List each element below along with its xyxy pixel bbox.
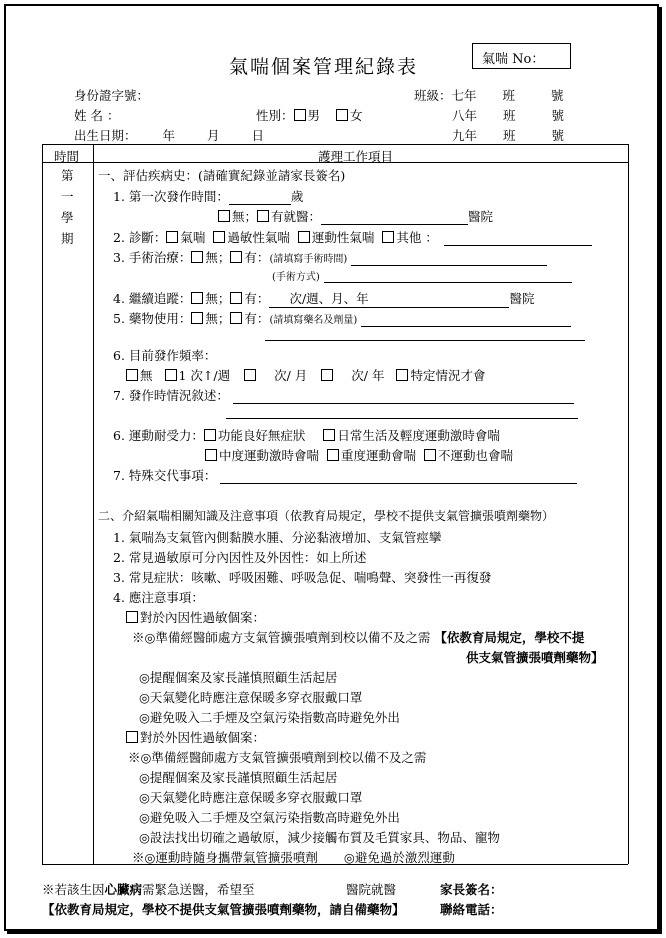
q1-doctor-row bbox=[218, 207, 493, 225]
internal-c: ◎天氣變化時應注意保暖多穿衣服戴口罩 bbox=[139, 690, 363, 705]
table-top-border bbox=[42, 144, 628, 145]
ex-heavy-label: 重度運動會喘 bbox=[341, 448, 417, 463]
class-row-9 bbox=[452, 126, 564, 144]
table-left-border bbox=[42, 144, 43, 864]
freq-month-checkbox[interactable] bbox=[244, 369, 256, 381]
name-label: 姓 名 ： bbox=[74, 108, 120, 123]
internal-d: ◎避免吸入二手煙及空氣污染指數高時避免外出 bbox=[139, 710, 400, 725]
dx-allergic-checkbox[interactable] bbox=[213, 231, 225, 243]
ex-moderate-label: 中度運動激時會喘 bbox=[219, 448, 320, 463]
q4-hospital-label: 醫院 bbox=[509, 291, 535, 306]
contact-phone-label: 聯絡電話： bbox=[440, 902, 503, 917]
q3-time-field[interactable] bbox=[351, 264, 547, 266]
dx-allergic-label: 過敏性氣喘 bbox=[227, 230, 290, 245]
q5-hint: (請填寫藥名及劑量) bbox=[269, 315, 358, 326]
freq-special-label: 特定情況才會 bbox=[410, 368, 486, 383]
q8-row bbox=[113, 426, 500, 444]
freq-year-label: 次/ 年 bbox=[351, 368, 385, 383]
freq-none-checkbox[interactable] bbox=[126, 369, 138, 381]
q5-drug-field-2[interactable] bbox=[265, 339, 585, 341]
gender-row bbox=[256, 106, 363, 124]
dx-other-label: 其他 ： bbox=[396, 230, 438, 245]
hao-label: 號 bbox=[551, 108, 565, 123]
hao-label: 號 bbox=[551, 128, 565, 143]
q1-doctor-checkbox[interactable] bbox=[257, 210, 269, 222]
q3-label: 3. 手術治療： bbox=[113, 250, 192, 265]
section1-heading: 一、評估疾病史：(請確實紀錄並請家長簽名) bbox=[98, 168, 346, 183]
internal-a-bold: 【依教育局規定，學校不提 bbox=[434, 630, 585, 645]
q5-label: 5. 藥物使用： bbox=[113, 311, 192, 326]
internal-b: ◎提醒個案及家長謹慎照顧生活起居 bbox=[139, 670, 338, 685]
table-column-divider bbox=[93, 144, 94, 864]
class-label: 班級： bbox=[414, 88, 452, 103]
q9-field[interactable] bbox=[220, 482, 577, 484]
external-label: 對於外因性過敏個案： bbox=[140, 730, 266, 745]
year-label: 年 bbox=[162, 128, 176, 143]
time-column-header: 時間 bbox=[54, 149, 80, 164]
footer-heart-disease: 心臟病 bbox=[104, 882, 143, 897]
q7-field[interactable] bbox=[233, 402, 574, 404]
q3-has-label: 有： bbox=[244, 250, 270, 265]
q3-row bbox=[113, 248, 547, 266]
internal-checkbox[interactable] bbox=[126, 611, 138, 623]
q5-row bbox=[113, 309, 571, 327]
male-checkbox[interactable] bbox=[294, 109, 306, 121]
day-label: 日 bbox=[251, 128, 265, 143]
external-e: ◎設法找出切確之過敏原，減少接觸布質及毛質家具、物品、寵物 bbox=[139, 830, 500, 845]
info-4: 4. 應注意事項： bbox=[113, 590, 204, 605]
q3-none-checkbox[interactable] bbox=[191, 251, 203, 263]
hospital-label: 醫院 bbox=[468, 209, 494, 224]
q1-none-checkbox[interactable] bbox=[218, 210, 230, 222]
q3-method-field[interactable] bbox=[324, 281, 572, 283]
dx-asthma-label: 氣喘 bbox=[180, 230, 206, 245]
male-label: 男 bbox=[307, 108, 321, 123]
items-column-header: 護理工作項目 bbox=[318, 149, 394, 164]
q6-options-row bbox=[126, 366, 485, 384]
q1-row bbox=[113, 187, 303, 205]
footer-note-1a: ※若該生因 bbox=[42, 882, 105, 897]
footer-note-1 bbox=[42, 880, 255, 898]
external-a: ※◎準備經醫師處方支氣管擴張噴劑到校以備不及之需 bbox=[128, 750, 427, 765]
age-unit: 歲 bbox=[290, 189, 304, 204]
freq-month-label: 次/ 月 bbox=[274, 368, 308, 383]
class-row-8 bbox=[452, 106, 564, 124]
grade-9: 九年 bbox=[452, 128, 478, 143]
dx-exercise-checkbox[interactable] bbox=[298, 231, 310, 243]
q2-row bbox=[113, 228, 592, 246]
case-number-field[interactable] bbox=[472, 43, 571, 69]
grade-8: 八年 bbox=[452, 108, 478, 123]
footer-hospital-visit: 醫院就醫 bbox=[346, 882, 397, 897]
hao-label: 號 bbox=[551, 88, 564, 103]
q5-has-label: 有： bbox=[244, 311, 270, 326]
q4-label: 4. 繼續追蹤： bbox=[113, 291, 192, 306]
q7-label: 7. 發作時情況敘述： bbox=[113, 388, 229, 403]
dx-exercise-label: 運動性氣喘 bbox=[311, 230, 375, 245]
q4-row bbox=[113, 289, 534, 308]
semester-char-1: 第 bbox=[61, 168, 74, 183]
external-g: ◎避免過於激烈運動 bbox=[343, 850, 455, 865]
internal-a bbox=[132, 628, 584, 646]
external-b: ◎提醒個案及家長謹慎照顧生活起居 bbox=[139, 770, 338, 785]
external-f: ※◎運動時隨身攜帶氣管擴張噴劑 bbox=[132, 850, 318, 865]
female-label: 女 bbox=[350, 108, 363, 123]
dx-other-field[interactable] bbox=[444, 244, 592, 246]
q4-frequency-field[interactable]: 次/週、月、年 bbox=[269, 289, 509, 308]
info-3: 3. 常見症狀：咳嗽、呼吸困難、呼吸急促、喘鳴聲、突發性一再復發 bbox=[113, 570, 492, 585]
q5-drug-field[interactable] bbox=[361, 325, 571, 327]
freq-week-label: 1 次↑/週 bbox=[178, 368, 231, 383]
q8-label: 6. 運動耐受力： bbox=[113, 428, 204, 443]
ex-none-checkbox[interactable] bbox=[424, 449, 436, 461]
info-1: 1. 氣喘為支氣管內側黏膜水腫、分泌黏液增加、支氣管痙攣 bbox=[113, 530, 442, 545]
ban-label: 班 bbox=[503, 128, 516, 143]
section2-heading: 二、介紹氣喘相關知識及注意事項（依教育局規定，學校不提供支氣管擴張噴劑藥物） bbox=[98, 509, 555, 523]
birth-date-label: 出生日期： bbox=[74, 128, 137, 143]
external-row bbox=[126, 728, 265, 746]
q4-has-checkbox[interactable] bbox=[230, 292, 242, 304]
q1-label: 1. 第一次發作時間： bbox=[113, 189, 229, 204]
q6-label: 6. 目前發作頻率： bbox=[113, 348, 217, 363]
ex-good-checkbox[interactable] bbox=[204, 429, 216, 441]
q1-doctor-label: 有就醫： bbox=[271, 209, 322, 224]
ex-none-label: 不運動也會喘 bbox=[438, 448, 514, 463]
semester-char-4: 期 bbox=[61, 231, 74, 246]
footer-note-2: 【依教育局規定，學校不提供支氣管擴張噴劑藥物，請自備藥物】 bbox=[42, 902, 405, 917]
q1-none-label: 無； bbox=[232, 209, 258, 224]
ex-heavy-checkbox[interactable] bbox=[327, 449, 339, 461]
q4-none-label: 無； bbox=[205, 291, 231, 306]
q5-none-checkbox[interactable] bbox=[191, 312, 203, 324]
dx-asthma-checkbox[interactable] bbox=[166, 231, 178, 243]
external-checkbox[interactable] bbox=[126, 731, 138, 743]
ban-label: 班 bbox=[503, 108, 516, 123]
ban-label: 班 bbox=[502, 88, 516, 103]
q2-label: 2. 診斷： bbox=[113, 230, 167, 245]
footer-note-1c: 需緊急送醫，希望至 bbox=[142, 882, 255, 897]
external-d: ◎避免吸入二手煙及空氣污染指數高時避免外出 bbox=[139, 810, 400, 825]
month-label: 月 bbox=[207, 128, 220, 143]
external-c: ◎天氣變化時應注意保暖多穿衣服戴口罩 bbox=[139, 790, 363, 805]
id-number-label: 身份證字號： bbox=[74, 88, 150, 103]
internal-row bbox=[126, 608, 265, 626]
page-title: 氣喘個案管理紀錄表 bbox=[229, 56, 419, 78]
q1-age-field[interactable] bbox=[229, 203, 291, 205]
parent-signature-label: 家長簽名： bbox=[440, 882, 503, 897]
q4-has-label: 有： bbox=[244, 291, 270, 306]
ex-daily-label: 日常生活及輕度運動激時會喘 bbox=[337, 428, 500, 443]
ex-moderate-checkbox[interactable] bbox=[205, 449, 217, 461]
semester-char-2: 一 bbox=[61, 189, 74, 204]
external-f-row bbox=[132, 848, 455, 866]
q5-has-checkbox[interactable] bbox=[230, 312, 242, 324]
q5-none-label: 無； bbox=[205, 311, 231, 326]
table-right-border bbox=[628, 144, 629, 864]
semester-char-3: 學 bbox=[61, 210, 74, 225]
ex-good-label: 功能良好無症狀 bbox=[217, 428, 306, 443]
q3-has-checkbox[interactable] bbox=[230, 251, 242, 263]
freq-week-checkbox[interactable] bbox=[165, 369, 177, 381]
q7-row bbox=[113, 386, 574, 404]
q3-method-hint: (手術方式) bbox=[272, 272, 320, 283]
freq-special-checkbox[interactable] bbox=[396, 369, 408, 381]
q1-hospital-field[interactable] bbox=[321, 223, 468, 225]
q3-method-row bbox=[272, 268, 572, 283]
dx-other-checkbox[interactable] bbox=[382, 231, 394, 243]
gender-label: 性別： bbox=[256, 108, 294, 123]
q8-row-2 bbox=[205, 446, 513, 464]
q3-time-hint: (請填寫手術時間) bbox=[269, 254, 348, 265]
internal-a-text: ※◎準備經醫師處方支氣管擴張噴劑到校以備不及之需 bbox=[132, 630, 431, 645]
case-number-label: 氣喘 No： bbox=[482, 52, 545, 67]
q3-none-label: 無； bbox=[205, 250, 231, 265]
q7-field-2[interactable] bbox=[226, 417, 578, 419]
freq-year-checkbox[interactable] bbox=[321, 369, 333, 381]
q4-none-checkbox[interactable] bbox=[191, 292, 203, 304]
ex-daily-checkbox[interactable] bbox=[323, 429, 335, 441]
internal-label: 對於內因性過敏個案： bbox=[140, 610, 266, 625]
female-checkbox[interactable] bbox=[336, 109, 348, 121]
class-row-7 bbox=[414, 86, 564, 104]
info-2: 2. 常見過敏原可分內因性及外因性：如上所述 bbox=[113, 550, 367, 565]
freq-none-label: 無 bbox=[140, 368, 153, 383]
q9-row bbox=[113, 466, 577, 484]
grade-7: 七年 bbox=[451, 88, 477, 103]
birth-date-row bbox=[74, 126, 264, 144]
internal-a-bold-2: 供支氣管擴張噴劑藥物】 bbox=[466, 650, 604, 665]
q9-label: 7. 特殊交代事項： bbox=[113, 468, 217, 483]
